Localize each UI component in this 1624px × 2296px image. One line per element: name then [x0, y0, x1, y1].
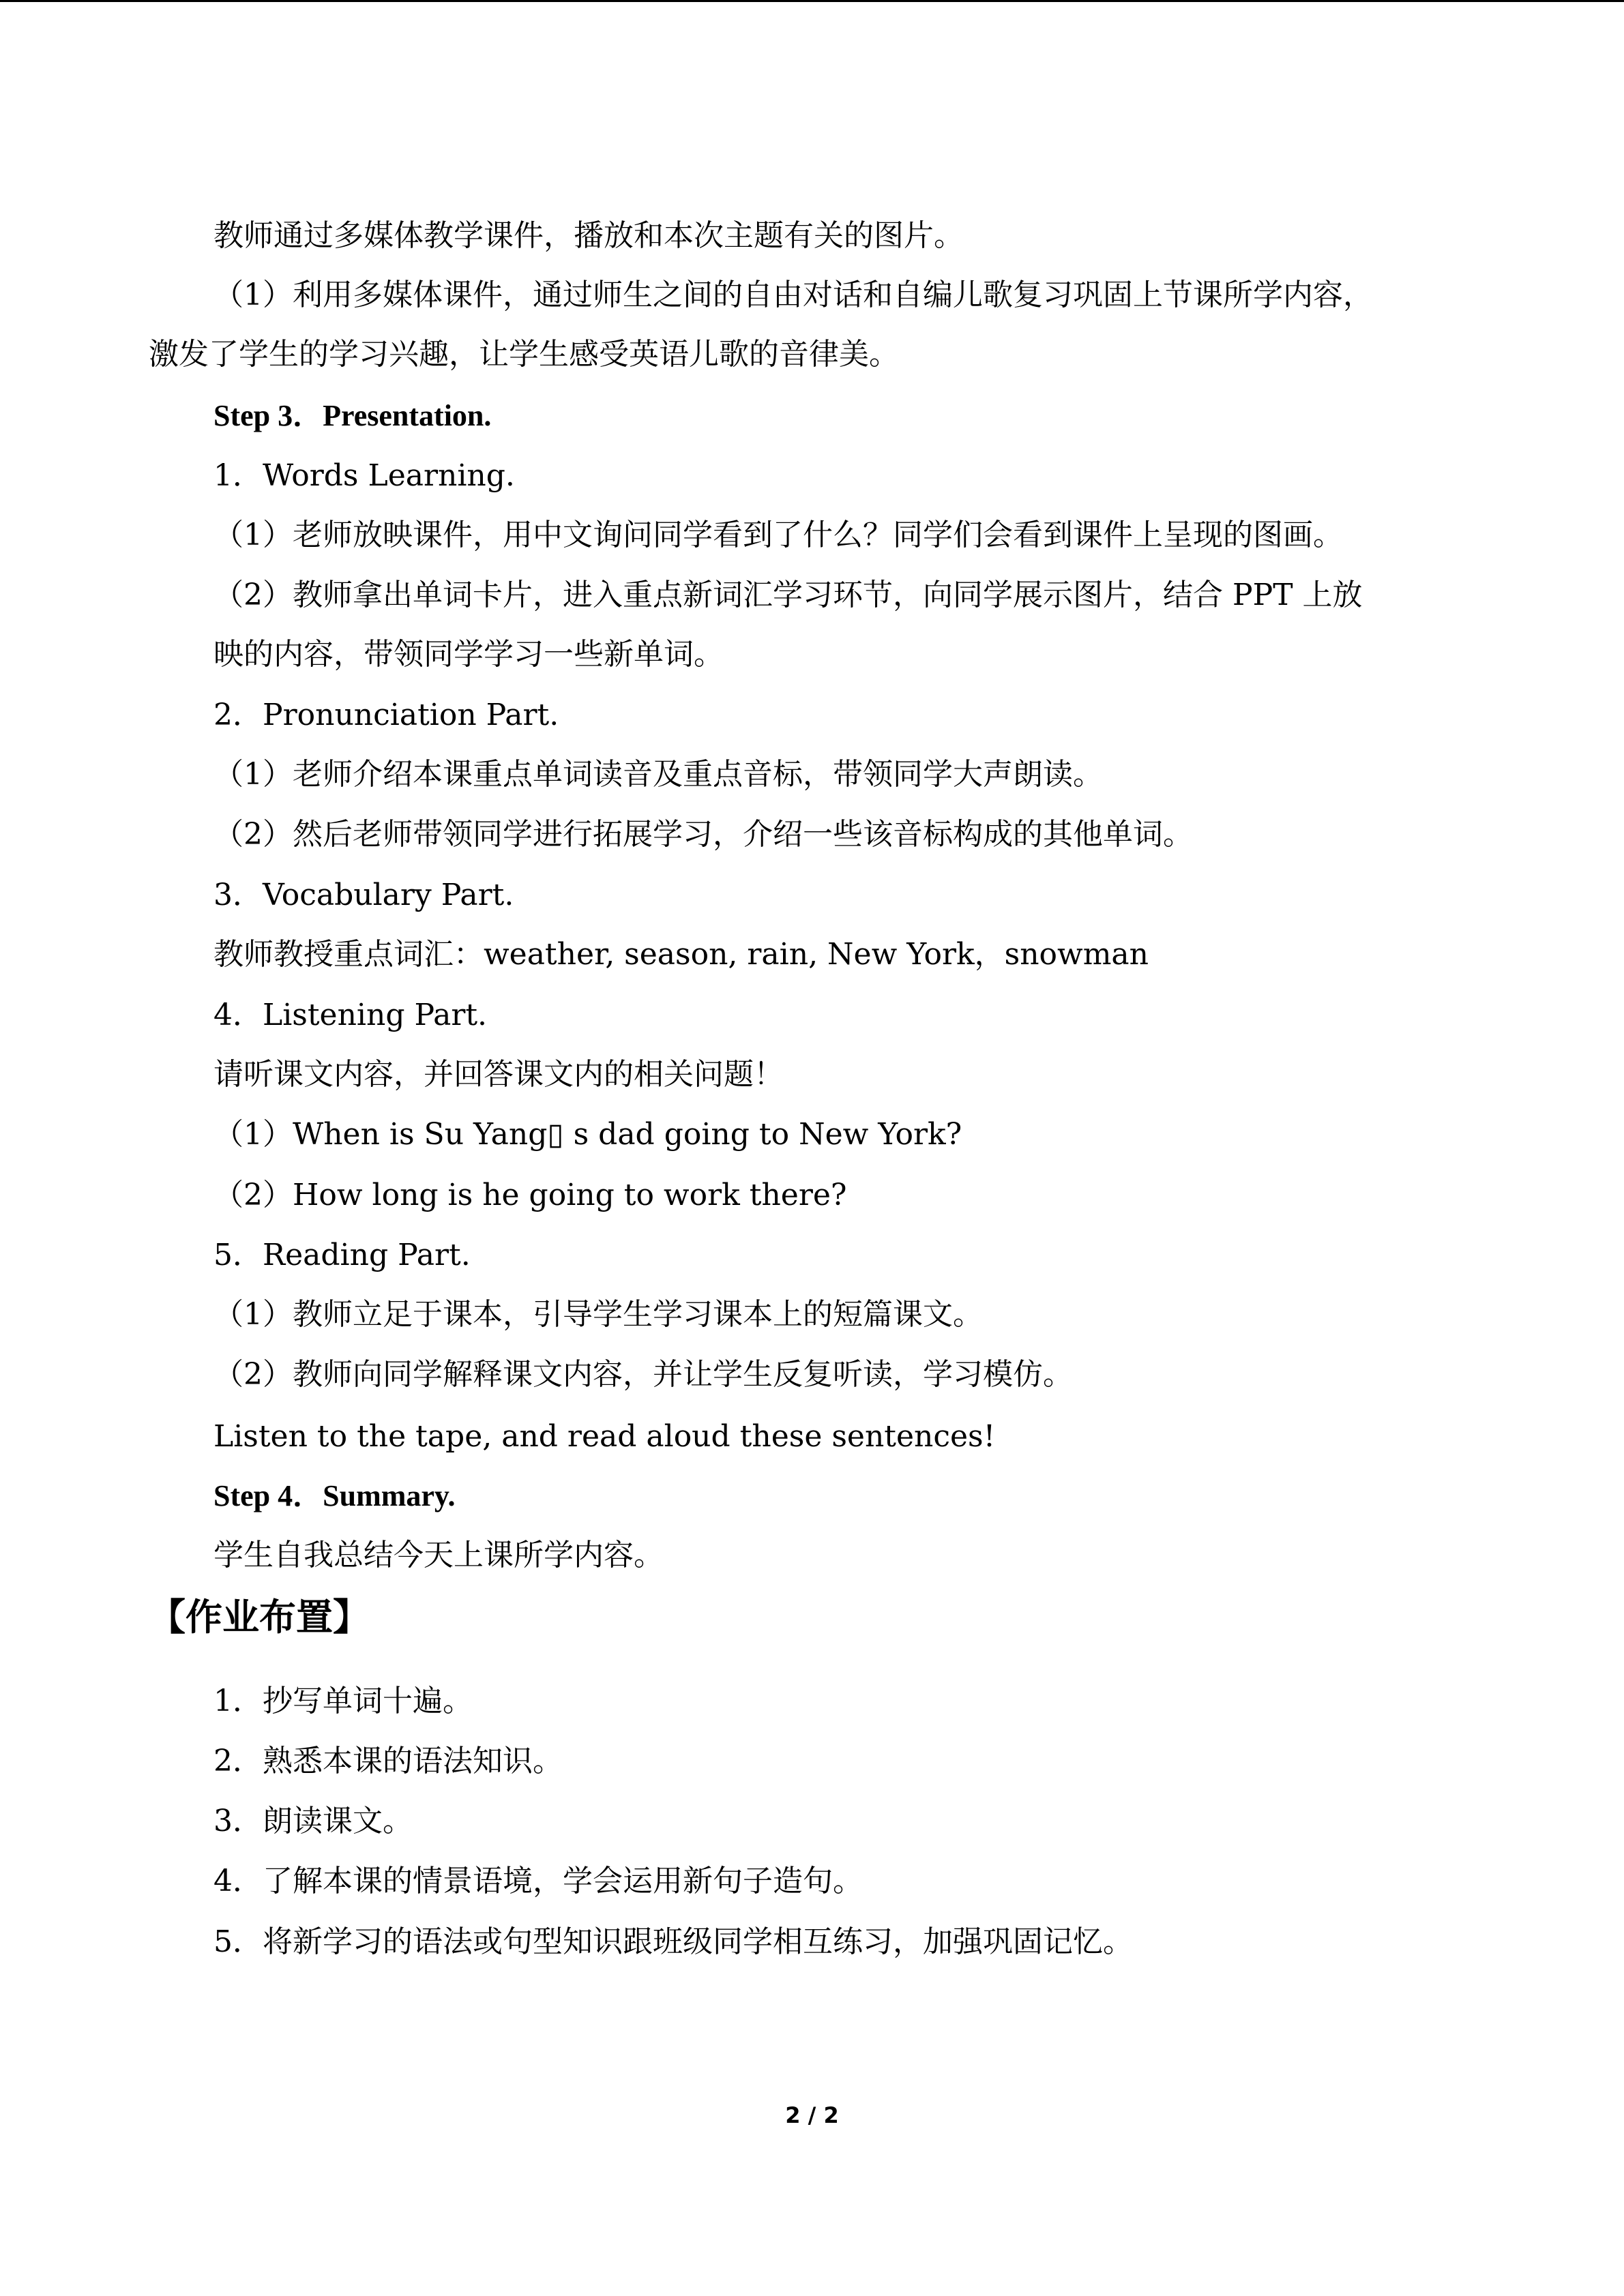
- listening-title: 4．Listening Part.: [213, 998, 488, 1032]
- step3-title: Step 3．Presentation.: [213, 399, 492, 432]
- homework-item: 4．了解本课的情景语境，学会运用新句子造句。: [213, 1864, 863, 1898]
- intro-line-1: 教师通过多媒体教学课件，播放和本次主题有关的图片。: [213, 218, 964, 253]
- listening-question-2: （2）How long is he going to work there?: [213, 1178, 847, 1212]
- reading-text: Listen to the tape, and read aloud these sentences!: [213, 1419, 996, 1454]
- homework-heading: 【作业布置】: [149, 1596, 370, 1639]
- homework-item: 3．朗读课文。: [213, 1804, 413, 1838]
- words-learning-title: 1．Words Learning.: [213, 458, 515, 493]
- homework-item: 1．抄写单词十遍。: [213, 1684, 473, 1718]
- intro-line-2: （1）利用多媒体课件，通过师生之间的自由对话和自编儿歌复习巩固上节课所学内容，: [213, 278, 1373, 312]
- step4-text: 学生自我总结今天上课所学内容。: [213, 1538, 664, 1572]
- homework-item: 5．将新学习的语法或句型知识跟班级同学相互练习，加强巩固记忆。: [213, 1924, 1133, 1959]
- step4-title: Step 4．Summary.: [213, 1479, 456, 1512]
- page-number: 2 / 2: [785, 2102, 839, 2128]
- listening-question-1: （1）When is Su Yang▯ s dad going to New York?: [213, 1117, 962, 1152]
- intro-line-3: 激发了学生的学习兴趣，让学生感受英语儿歌的音律美。: [149, 337, 899, 372]
- top-border-line: [0, 0, 1624, 2]
- homework-item: 2．熟悉本课的语法知识。: [213, 1744, 563, 1778]
- words-learning-item-2b: 映的内容，带领同学学习一些新单词。: [213, 637, 724, 672]
- reading-item-2: （2）教师向同学解释课文内容，并让学生反复听读，学习模仿。: [213, 1357, 1073, 1392]
- vocabulary-title: 3．Vocabulary Part.: [213, 878, 514, 912]
- pronunciation-item-2: （2）然后老师带领同学进行拓展学习，介绍一些该音标构成的其他单词。: [213, 817, 1193, 852]
- pronunciation-item-1: （1）老师介绍本课重点单词读音及重点音标，带领同学大声朗读。: [213, 757, 1103, 792]
- listening-text: 请听课文内容，并回答课文内的相关问题！: [213, 1057, 784, 1092]
- words-learning-item-1: （1）老师放映课件，用中文询问同学看到了什么？同学们会看到课件上呈现的图画。: [213, 518, 1343, 552]
- pronunciation-title: 2．Pronunciation Part.: [213, 698, 559, 732]
- reading-item-1: （1）教师立足于课本，引导学生学习课本上的短篇课文。: [213, 1297, 983, 1332]
- vocabulary-text: 教师教授重点词汇：weather, season, rain, New York，snowman: [213, 937, 1149, 972]
- reading-title: 5．Reading Part.: [213, 1238, 471, 1272]
- words-learning-item-2a: （2）教师拿出单词卡片，进入重点新词汇学习环节，向同学展示图片，结合 PPT 上放: [213, 578, 1363, 612]
